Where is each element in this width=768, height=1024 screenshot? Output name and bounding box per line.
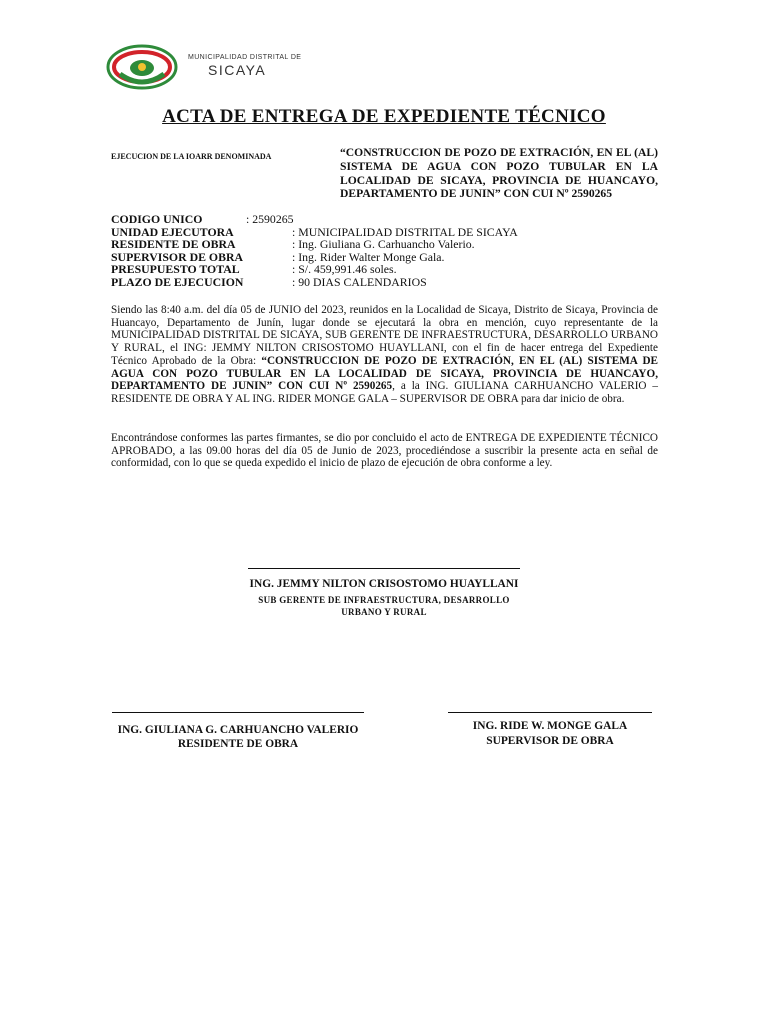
paragraph-delivery	[111, 304, 658, 406]
logo-name: SICAYA	[208, 62, 267, 78]
sicaya-emblem-icon	[106, 44, 182, 90]
paragraph-project-name: “CONSTRUCCION DE POZO DE EXTRACIÓN, EN EL (AL) SISTEMA DE AGUA CON POZO TUBULAR EN LA LOCALIDAD DE SICAYA, PROVINCIA DE HUANCAYO, DEPARTAMENTO DE JUNIN” CON CUI Nº 2590265	[111, 354, 658, 393]
info-value: : S/. 459,991.46 soles.	[292, 262, 397, 277]
info-label: PLAZO DE EJECUCION	[111, 274, 244, 289]
paragraph-text: , a la ING. GIULIANA CARHUANCHO VALERIO – RESIDENTE DE OBRA Y AL ING. RIDER MONGE GALA – SUPERVISOR DE OBRA para dar inicio de obra.	[111, 380, 659, 405]
paragraph-conformity: Encontrándose conformes las partes firmantes, se dio por concluido el acto de ENTREGA DE EXPEDIENTE TÉCNICO APROBADO, a las 09.00 horas del día 05 de Junio de 2023, procediéndose a suscribir la presente acta en señal de conformidad, con lo que se queda expedido el inicio de plazo de ejecución de obra conforme a ley.	[111, 432, 658, 470]
signature-role-subgerente-line1: SUB GERENTE DE INFRAESTRUCTURA, DESARROLLO	[258, 595, 510, 605]
execution-project-name: “CONSTRUCCION DE POZO DE EXTRACIÓN, EN EL (AL) SISTEMA DE AGUA CON POZO TUBULAR EN LA LOCALIDAD DE SICAYA, PROVINCIA DE HUANCAYO, DEPARTAMENTO DE JUNIN” CON CUI Nº 2590265	[340, 146, 658, 201]
signature-line-residente	[112, 712, 364, 713]
signature-name-subgerente: ING. JEMMY NILTON CRISOSTOMO HUAYLLANI	[249, 578, 519, 590]
info-label: PRESUPUESTO TOTAL	[111, 262, 240, 277]
info-value: : Ing. Rider Walter Monge Gala.	[292, 249, 445, 264]
execution-label: EJECUCION DE LA IOARR DENOMINADA	[111, 152, 272, 161]
info-label: RESIDENTE DE OBRA	[111, 237, 236, 252]
signature-name-supervisor: ING. RIDE W. MONGE GALA	[472, 720, 628, 732]
paragraph-text: Siendo las 8:40 a.m. del día 05 de JUNIO del 2023, reunidos en la Localidad de Sicaya, Distrito de Sicaya, Provincia de Huancayo, Departamento de Junín, lugar donde se ejecutará la obra en mención, cuyo representante de la MUNICIPALIDAD DISTRITAL DE SICAYA, SUB GERENTE DE INFRAESTRUCTURA, DESARROLLO URBANO Y RURAL, el ING: JEMMY NILTON CRISOSTOMO HUAYLLANI, con el fin de hacer entrega del Expediente Técnico Aprobado de la Obra:	[111, 304, 658, 367]
document-title: ACTA DE ENTREGA DE EXPEDIENTE TÉCNICO	[162, 106, 606, 127]
info-label: SUPERVISOR DE OBRA	[111, 249, 243, 264]
signature-line-subgerente	[248, 568, 520, 569]
logo-caption: MUNICIPALIDAD DISTRITAL DE	[188, 54, 302, 61]
info-label: CODIGO UNICO	[111, 212, 203, 226]
signature-role-subgerente-line2: URBANO Y RURAL	[341, 607, 427, 617]
info-label: UNIDAD EJECUTORA	[111, 224, 234, 239]
signature-line-supervisor	[448, 712, 652, 713]
municipality-logo	[106, 44, 336, 90]
signature-role-residente: RESIDENTE DE OBRA	[177, 738, 299, 750]
signature-role-supervisor: SUPERVISOR DE OBRA	[486, 735, 614, 747]
signature-name-residente: ING. GIULIANA G. CARHUANCHO VALERIO	[117, 724, 359, 736]
info-value: : Ing. Giuliana G. Carhuancho Valerio.	[292, 237, 475, 252]
info-value: : MUNICIPALIDAD DISTRITAL DE SICAYA	[292, 224, 518, 239]
info-value: : 90 DIAS CALENDARIOS	[292, 274, 427, 289]
info-value: : 2590265	[246, 212, 294, 226]
